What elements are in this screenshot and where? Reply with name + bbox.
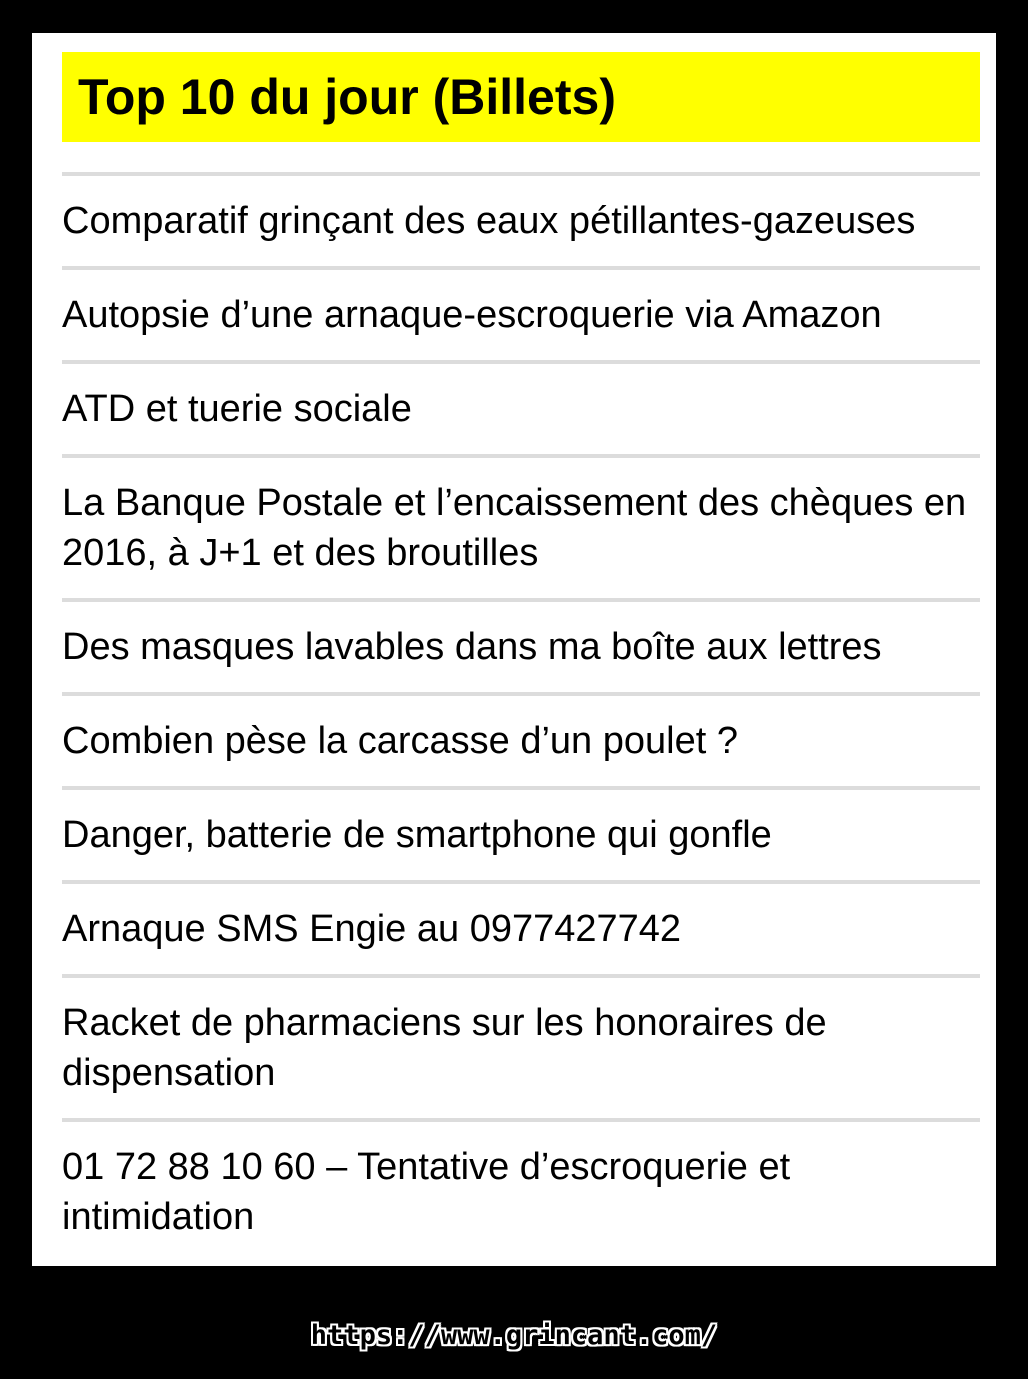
widget-title: Top 10 du jour (Billets) <box>62 52 980 142</box>
list-item-post-title[interactable]: Combien pèse la carcasse d’un poulet ? <box>62 692 980 786</box>
list-item-post-title[interactable]: La Banque Postale et l’encaissement des chèques en 2016, à J+1 et des broutilles <box>62 454 980 598</box>
site-url-link[interactable]: https://www.grincant.com/ <box>310 1320 718 1351</box>
list-item-post-title[interactable]: Danger, batterie de smartphone qui gonfle <box>62 786 980 880</box>
list-item-post-title[interactable]: Arnaque SMS Engie au 0977427742 <box>62 880 980 974</box>
list-item-post-title[interactable]: Racket de pharmaciens sur les honoraires de dispensation <box>62 974 980 1118</box>
list-item-post-title[interactable]: Comparatif grinçant des eaux pétillantes-gazeuses <box>62 172 980 266</box>
list-item-post-title[interactable]: ATD et tuerie sociale <box>62 360 980 454</box>
list-item-post-title[interactable]: Autopsie d’une arnaque-escroquerie via Amazon <box>62 266 980 360</box>
top10-list <box>62 172 980 1262</box>
list-item-post-title[interactable]: Des masques lavables dans ma boîte aux lettres <box>62 598 980 692</box>
list-item-post-title[interactable]: 01 72 88 10 60 – Tentative d’escroquerie et intimidation <box>62 1118 980 1262</box>
top10-widget <box>32 33 996 1266</box>
